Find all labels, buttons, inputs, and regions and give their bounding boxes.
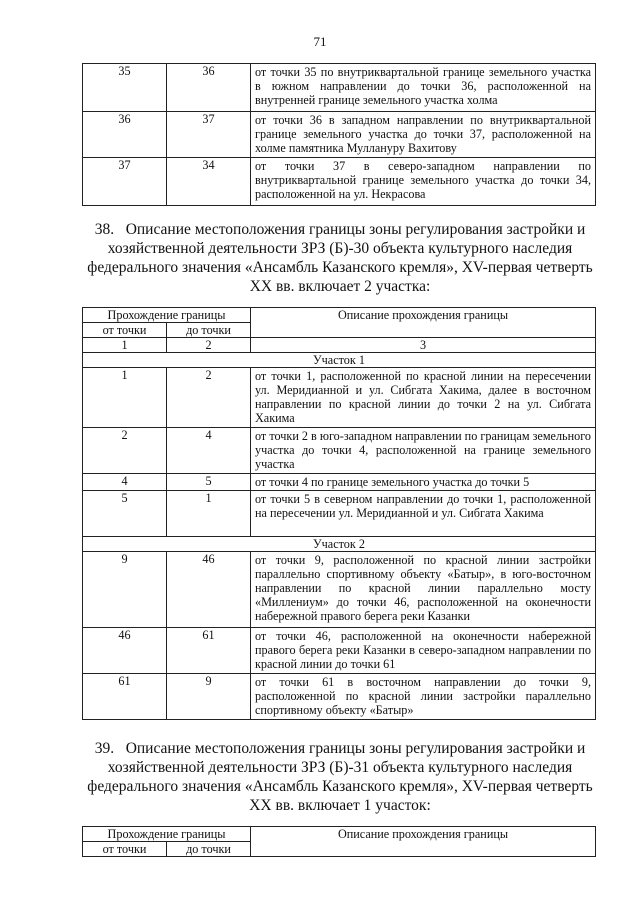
plot-label: Участок 1 <box>83 353 596 368</box>
from-point: 46 <box>83 628 167 674</box>
boundary-description: от точки 46, расположенной на оконечности набережной правого берега реки Казанки в северо-западном направлении по красной линии до точки 61 <box>251 628 596 674</box>
boundary-description: от точки 2 в юго-западном направлении по границам земельного участка до точки 4, расположенной на границе земельного участка <box>251 428 596 474</box>
page-number: 71 <box>313 34 327 49</box>
boundary-description: от точки 61 в восточном направлении до точки 9, расположенной по красной линии застройки параллельно спортивному объекту «Батыр» <box>251 674 596 720</box>
from-point: 36 <box>83 112 167 158</box>
table-row <box>83 368 596 428</box>
to-point: 4 <box>167 428 251 474</box>
table-row <box>83 64 596 112</box>
boundary-table-zrz-b-30 <box>82 307 596 720</box>
to-point: 36 <box>167 64 251 112</box>
to-point: 46 <box>167 552 251 628</box>
table-row <box>83 628 596 674</box>
boundary-table-continued <box>82 63 596 206</box>
from-point: 61 <box>83 674 167 720</box>
table-row <box>83 474 596 491</box>
table-row <box>83 491 596 537</box>
to-point: 37 <box>167 112 251 158</box>
boundary-description: от точки 35 по внутриквартальной границе земельного участка в южном направлении до точки 36, расположенной на внутренней границе земельного участка холма <box>251 64 596 112</box>
from-point: 37 <box>83 158 167 206</box>
table-row <box>83 674 596 720</box>
from-point: 2 <box>83 428 167 474</box>
from-point: 35 <box>83 64 167 112</box>
to-point: 5 <box>167 474 251 491</box>
to-header: до точки <box>167 323 251 338</box>
boundary-table-zrz-b-31 <box>82 826 596 857</box>
to-point: 61 <box>167 628 251 674</box>
plot-label-row <box>83 537 596 552</box>
to-point: 34 <box>167 158 251 206</box>
section-text: Описание местоположения границы зоны регулирования застройки и хозяйственной деятельности ЗРЗ (Б)-30 объекта культурного наследия федерального значения «Ансамбль Казанского кремля», XV-первая четверть XX вв. включает 2 участка: <box>87 221 593 295</box>
column-number: 2 <box>167 338 251 353</box>
passage-header: Прохождение границы <box>83 308 251 323</box>
to-point: 2 <box>167 368 251 428</box>
to-point: 1 <box>167 491 251 537</box>
section-text: Описание местоположения границы зоны регулирования застройки и хозяйственной деятельности ЗРЗ (Б)-31 объекта культурного наследия федерального значения «Ансамбль Казанского кремля», XV-первая четверть XX вв. включает 1 участок: <box>87 740 593 814</box>
from-point: 5 <box>83 491 167 537</box>
boundary-description: от точки 1, расположенной по красной линии на пересечении ул. Меридианной и ул. Сибгата Хакима, далее в восточном направлении по красной линии до точки 2 на ул. Сибгата Хакима <box>251 368 596 428</box>
from-point: 4 <box>83 474 167 491</box>
description-header: Описание прохождения границы <box>251 308 596 338</box>
plot-label-row <box>83 353 596 368</box>
section-number: 38. <box>94 221 115 238</box>
column-number: 3 <box>251 338 596 353</box>
table-row <box>83 428 596 474</box>
boundary-description: от точки 4 по границе земельного участка до точки 5 <box>251 474 596 491</box>
table-row <box>83 158 596 206</box>
section-39-heading <box>84 739 596 815</box>
boundary-description: от точки 37 в северо-западном направлении по внутриквартальной границе земельного участка до точки 34, расположенной на ул. Некрасова <box>251 158 596 206</box>
column-number-row <box>83 338 596 353</box>
boundary-description: от точки 5 в северном направлении до точки 1, расположенной на пересечении ул. Меридианной и ул. Сибгата Хакима <box>251 491 596 537</box>
table-row <box>83 552 596 628</box>
to-header: до точки <box>167 842 251 857</box>
description-header: Описание прохождения границы <box>251 827 596 857</box>
boundary-description: от точки 9, расположенной по красной линии застройки параллельно спортивному объекту «Батыр», в юго-восточном направлении по красной линии параллельно мосту «Миллениум» до точки 46, расположенной на оконечности набережной правого берега реки Казанки <box>251 552 596 628</box>
table-header-row <box>83 308 596 323</box>
table-header-row <box>83 827 596 842</box>
passage-header: Прохождение границы <box>83 827 251 842</box>
table-row <box>83 112 596 158</box>
column-number: 1 <box>83 338 167 353</box>
from-header: от точки <box>83 323 167 338</box>
from-point: 9 <box>83 552 167 628</box>
from-point: 1 <box>83 368 167 428</box>
section-38-heading <box>84 220 596 296</box>
boundary-description: от точки 36 в западном направлении по внутриквартальной границе земельного участка до точки 37, расположенной на холме памятника Муллануру Вахитову <box>251 112 596 158</box>
to-point: 9 <box>167 674 251 720</box>
section-number: 39. <box>94 740 115 757</box>
plot-label: Участок 2 <box>83 537 596 552</box>
from-header: от точки <box>83 842 167 857</box>
